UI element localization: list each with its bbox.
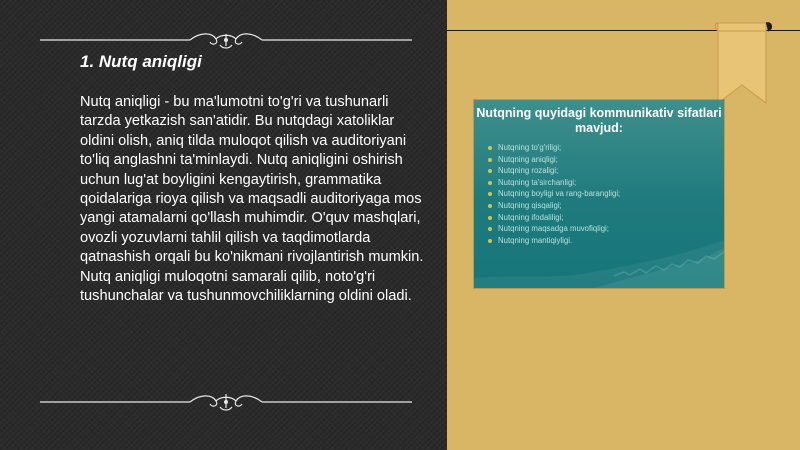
list-item: Nutqning aniqligi; <box>488 154 620 166</box>
top-ornament-divider <box>40 30 412 50</box>
list-item: Nutqning ta'sirchanligi; <box>488 177 620 189</box>
slide-title: 1. Nutq aniqligi <box>80 52 202 71</box>
list-item: Nutqning qisqaligi; <box>488 200 620 212</box>
list-item: Nutqning to'g'riligi; <box>488 142 620 154</box>
list-item: Nutqning ifodaliligi; <box>488 212 620 224</box>
slide-body-text: Nutq aniqligi - bu ma'lumotni to'g'ri va tushunarli tarzda yetkazish san'atidir. Bu nutqdagi xatoliklar oldini olish, aniq tilda muloqot qilish va auditoriyani to'liq anglashni ta'minlaydi. Nutq aniqligini oshirish uchun lug'at boyligini kengaytirish, grammatika qoidalariga rioya qilish va maqsadli auditoriyaga mos yangi atamalarni qo'llash muhimdir. O'quv mashqlari, ovozli yozuvlarni tahlil qilish va taqdimotlarda qatnashish orqali bu ko'nikmani rivojlantirish mumkin. Nutq aniqligi muloqotni samarali qilib, noto'g'ri tushunchalar va tushunmovchiliklarning oldini oladi. <box>80 94 424 305</box>
bottom-ornament-divider <box>40 392 412 412</box>
list-item: Nutqning boyligi va rang-barangligi; <box>488 188 620 200</box>
list-item: Nutqning maqsadga muvofiqligi; <box>488 223 620 235</box>
list-item: Nutqning rozaligi; <box>488 165 620 177</box>
info-box-title: Nutqning quyidagi kommunikativ sifatlari mavjud: <box>476 106 722 135</box>
list-item: Nutqning mantiqiyligi. <box>488 235 620 247</box>
decorative-wave-shapes <box>474 228 724 288</box>
communicative-qualities-image <box>474 100 724 288</box>
